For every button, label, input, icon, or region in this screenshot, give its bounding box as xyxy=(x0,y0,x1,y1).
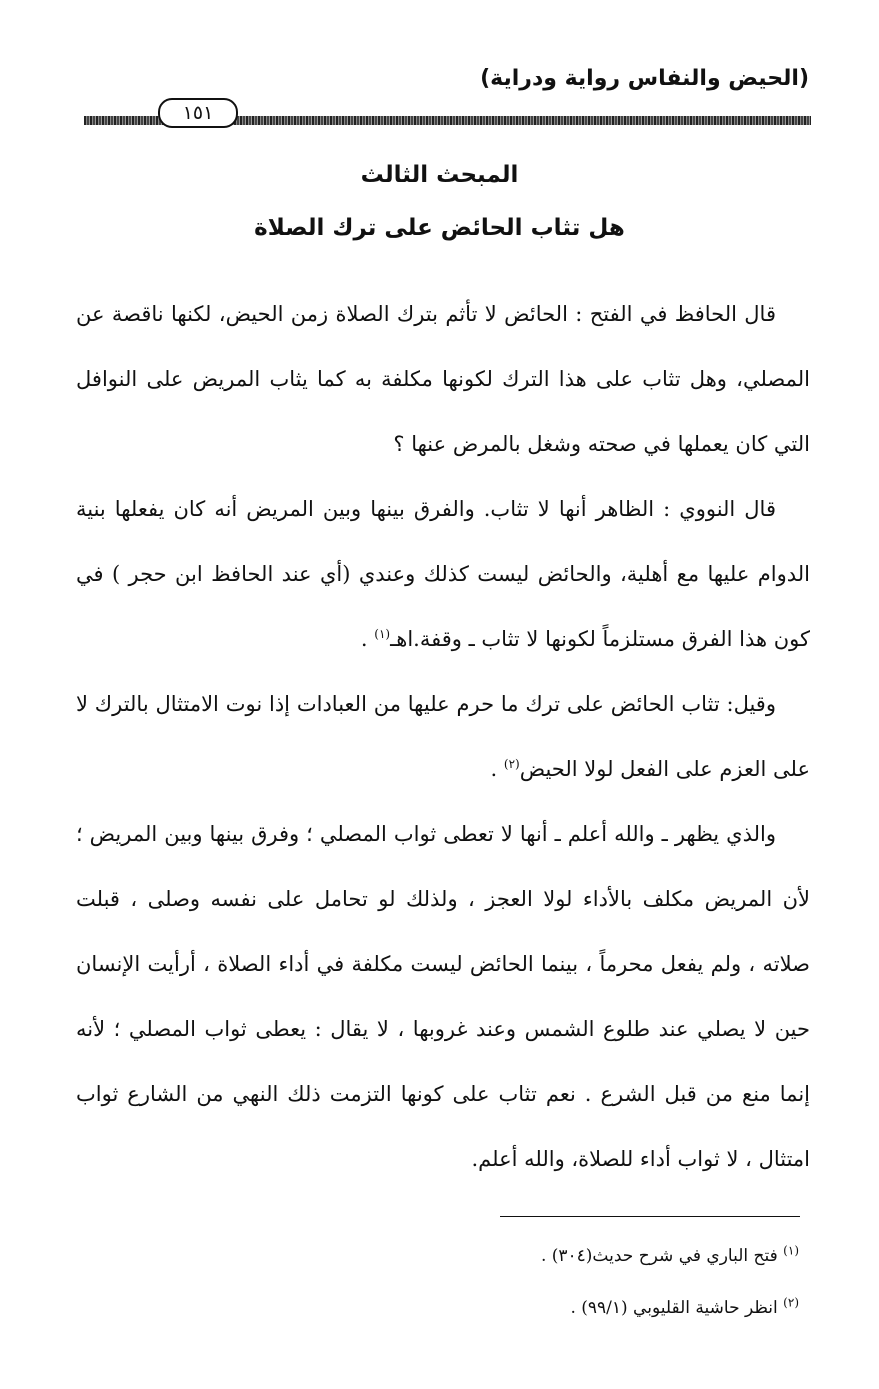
footnote-ref[interactable]: (٢) xyxy=(503,757,520,771)
footnotes xyxy=(299,1230,799,1334)
section-title: المبحث الثالث xyxy=(360,162,519,188)
footnote-text: انظر حاشية القليوبي (٩٩/١) . xyxy=(570,1298,778,1318)
running-header-title: (الحيض والنفاس رواية ودراية) xyxy=(480,66,809,91)
paragraph xyxy=(76,672,810,802)
footnote-marker: (٢) xyxy=(783,1295,799,1310)
paragraph-text: والذي يظهر ـ والله أعلم ـ أنها لا تعطى ثواب المصلي ؛ وفرق بينها وبين المريض ؛ لأن المريض مكلف بالأداء لولا العجز ، ولذلك لو تحامل على نفسه وصلى ، قبلت صلاته ، ولم يفعل محرماً ، بينما الحائض ليست مكلفة في أداء الصلاة ، أرأيت الإنسان حين لا يصلي عند طلوع الشمس وعند غروبها ، لا يقال : يعطى ثواب المصلي ؛ لأنه إنما منع من قبل الشرع . نعم تثاب على كونها التزمت ذلك النهي من الشارع ثواب امتثال ، لا ثواب أداء للصلاة، والله أعلم. xyxy=(76,822,810,1171)
paragraph-text: قال الحافظ في الفتح : الحائض لا تأثم بترك الصلاة زمن الحيض، لكنها ناقصة عن المصلي، وهل تثاب على هذا الترك لكونها مكلفة به كما يثاب المريض على النوافل التي كان يعملها في صحته وشغل بالمرض عنها ؟ xyxy=(76,302,810,456)
footnote xyxy=(299,1282,799,1334)
paragraph-tail: . xyxy=(360,627,368,651)
paragraph-text: وقيل: تثاب الحائض على ترك ما حرم عليها من العبادات إذا نوت الامتثال بالترك لا على العزم على الفعل لولا الحيض xyxy=(76,692,810,781)
paragraph xyxy=(76,477,810,672)
footnote-ref[interactable]: (١) xyxy=(374,627,391,641)
footnote-rule xyxy=(500,1216,800,1217)
paragraph-tail: . xyxy=(490,757,498,781)
footnote xyxy=(299,1230,799,1282)
paragraph xyxy=(76,282,810,477)
footnote-text: فتح الباري في شرح حديث(٣٠٤) . xyxy=(540,1246,778,1266)
footnote-marker: (١) xyxy=(783,1243,799,1258)
paragraph-text: قال النووي : الظاهر أنها لا تثاب. والفرق بينها وبين المريض أنه كان يفعلها بنية الدوام عليها مع أهلية، والحائض ليست كذلك وعندي (أي عند الحافظ ابن حجر ) في كون هذا الفرق مستلزماً لكونها لا تثاب ـ وقفة.اهـ xyxy=(76,497,810,651)
body-text xyxy=(76,282,810,1192)
section-subtitle: هل تثاب الحائض على ترك الصلاة xyxy=(254,215,625,241)
page-number: ١٥١ xyxy=(158,98,238,128)
paragraph xyxy=(76,802,810,1192)
